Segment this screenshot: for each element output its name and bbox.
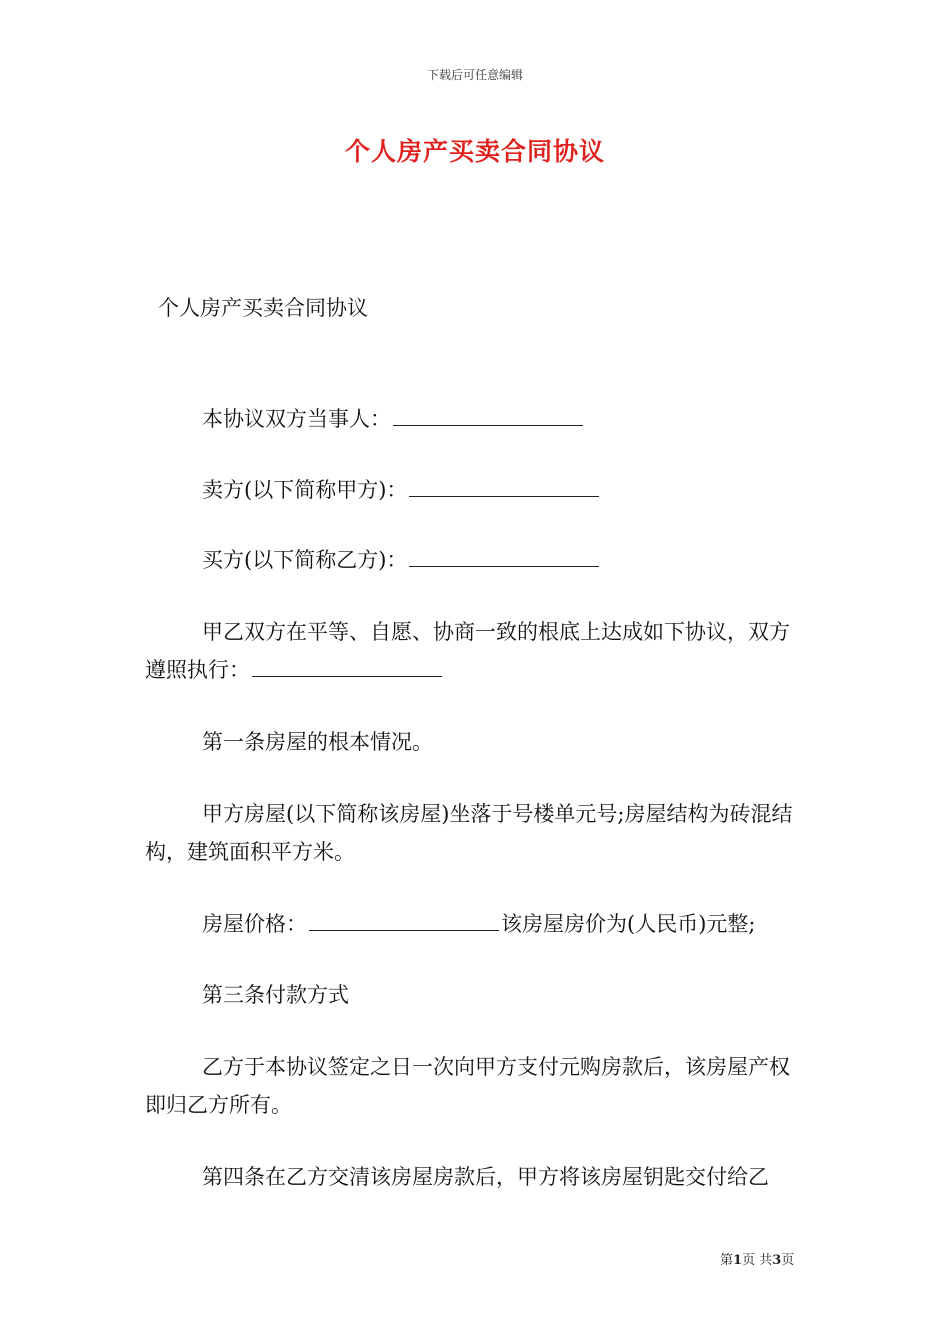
price-label: 房屋价格： xyxy=(202,912,307,936)
parties-blank xyxy=(393,403,583,426)
paragraph-house-info: 甲方房屋(以下简称该房屋)坐落于号楼单元号;房屋结构为砖混结构，建筑面积平方米。 xyxy=(145,802,793,864)
seller-blank xyxy=(409,474,599,497)
header-note: 下载后可任意编辑 xyxy=(426,68,523,82)
page-total: 3 xyxy=(772,1253,782,1268)
paragraph-parties xyxy=(145,400,810,438)
page-mid: 页 共 xyxy=(742,1253,773,1268)
paragraph-buyer xyxy=(145,541,810,579)
page-prefix: 第 xyxy=(720,1253,734,1268)
price-text: 该房屋房价为(人民币)元整; xyxy=(501,912,756,936)
paragraph-seller xyxy=(145,471,810,509)
paragraph-payment: 乙方于本协议签定之日一次向甲方支付元购房款后，该房屋产权即归乙方所有。 xyxy=(145,1055,790,1117)
paragraph-price xyxy=(145,905,810,943)
agreement-text: 甲乙双方在平等、自愿、协商一致的根底上达成如下协议，双方遵照执行： xyxy=(145,620,790,682)
document-title: 个人房产买卖合同协议 xyxy=(344,137,605,166)
paragraph-article-4: 第四条在乙方交清该房屋房款后，甲方将该房屋钥匙交付给乙 xyxy=(202,1165,769,1189)
page-suffix: 页 xyxy=(781,1253,795,1268)
paragraph-agreement xyxy=(145,613,810,689)
buyer-label: 买方(以下简称乙方)： xyxy=(202,548,408,572)
buyer-blank xyxy=(409,544,599,567)
document-subtitle: 个人房产买卖合同协议 xyxy=(158,296,368,320)
page-current: 1 xyxy=(733,1253,743,1268)
agreement-blank xyxy=(252,654,442,677)
seller-label: 卖方(以下简称甲方)： xyxy=(202,478,408,502)
page-footer xyxy=(720,1249,794,1268)
paragraph-article-3: 第三条付款方式 xyxy=(202,983,349,1007)
parties-label: 本协议双方当事人： xyxy=(202,407,391,431)
price-blank xyxy=(309,908,499,931)
paragraph-article-1: 第一条房屋的根本情况。 xyxy=(202,730,433,754)
